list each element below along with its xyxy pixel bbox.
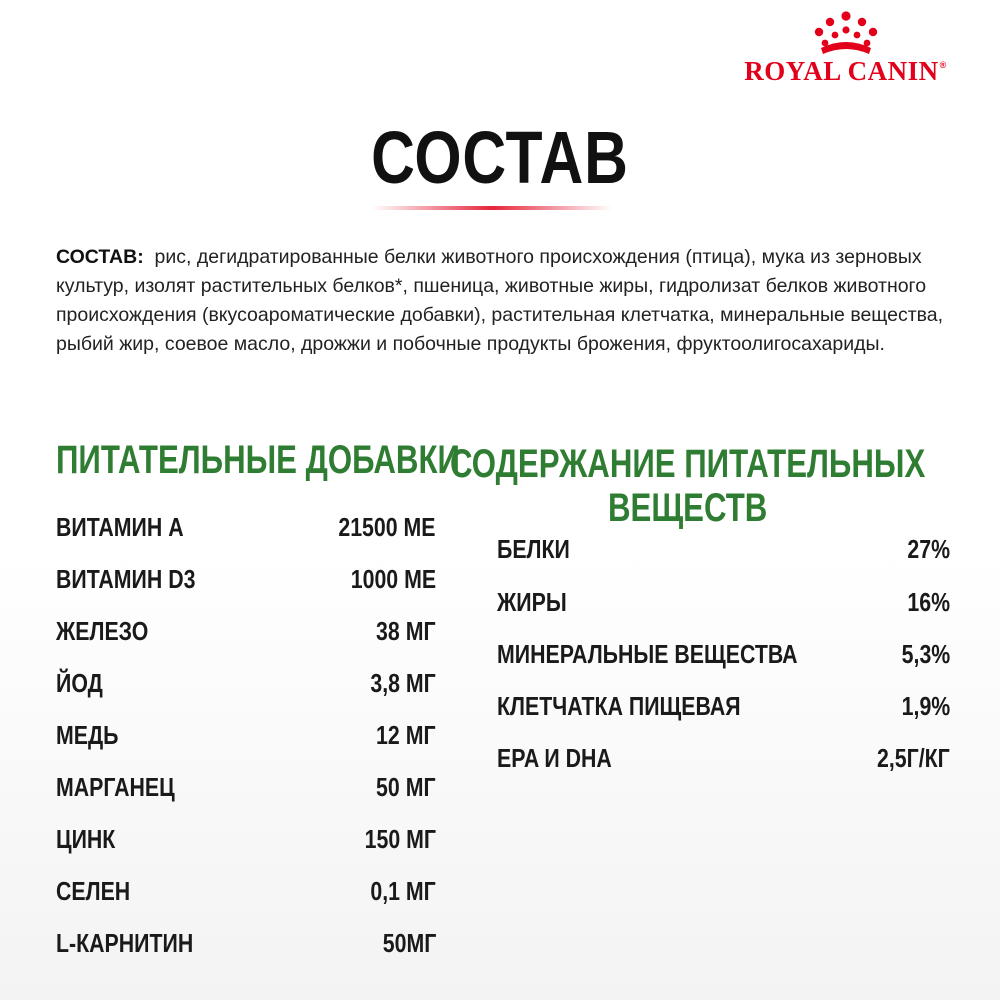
- nutrient-value: 5,3%: [901, 639, 950, 669]
- nutrient-row: [497, 741, 950, 775]
- nutrient-value: 16%: [907, 587, 950, 617]
- additive-row: [56, 718, 436, 752]
- nutrient-row: [497, 585, 950, 619]
- additive-row: [56, 822, 436, 856]
- additive-value: 21500 МЕ: [338, 512, 436, 542]
- logo-wordmark: ROYAL CANIN®: [744, 56, 947, 86]
- additive-value: 50 МГ: [376, 772, 436, 802]
- nutrients-heading: СОДЕРЖАНИЕ ПИТАТЕЛЬНЫХ ВЕЩЕСТВ: [450, 442, 926, 530]
- composition-label: СОСТАВ:: [56, 246, 144, 268]
- page-title: СОСТАВ: [371, 116, 629, 199]
- additive-row: [56, 666, 436, 700]
- nutrient-name: МИНЕРАЛЬНЫЕ ВЕЩЕСТВА: [497, 639, 798, 669]
- additive-value: 3,8 МГ: [370, 668, 436, 698]
- additive-value: 50МГ: [382, 928, 436, 958]
- nutrient-value: 27%: [907, 534, 950, 564]
- additive-value: 0,1 МГ: [370, 876, 436, 906]
- nutrient-row: [497, 532, 950, 566]
- nutrient-row: [497, 689, 950, 723]
- additive-name: МЕДЬ: [56, 720, 119, 750]
- additive-name: ВИТАМИН D3: [56, 564, 196, 594]
- nutrient-value: 2,5Г/КГ: [877, 743, 950, 773]
- additive-name: СЕЛЕН: [56, 876, 131, 906]
- nutrient-name: КЛЕТЧАТКА ПИЩЕВАЯ: [497, 691, 741, 721]
- royal-canin-logo: [743, 10, 948, 94]
- additive-name: ЦИНК: [56, 824, 116, 854]
- crown-icon: [809, 10, 883, 56]
- nutrient-name: ЖИРЫ: [497, 587, 567, 617]
- additive-row: [56, 510, 436, 544]
- additives-heading: ПИТАТЕЛЬНЫЕ ДОБАВКИ: [56, 438, 460, 482]
- additive-name: МАРГАНЕЦ: [56, 772, 175, 802]
- nutrient-name: БЕЛКИ: [497, 534, 570, 564]
- composition-paragraph: [56, 243, 956, 359]
- additive-name: ЙОД: [56, 668, 103, 698]
- additive-row: [56, 562, 436, 596]
- additive-value: 150 МГ: [364, 824, 436, 854]
- additive-value: 1000 МЕ: [350, 564, 436, 594]
- additive-row: [56, 770, 436, 804]
- additive-name: ЖЕЛЕЗО: [56, 616, 149, 646]
- additive-name: L-КАРНИТИН: [56, 928, 194, 958]
- additive-row: [56, 614, 436, 648]
- title-underline: [372, 206, 612, 210]
- nutrient-name: EPA И DHA: [497, 743, 612, 773]
- additive-value: 38 МГ: [376, 616, 436, 646]
- composition-text: рис, дегидратированные белки животного происхождения (птица), мука из зерновых культур, изолят растительных белков*, пшеница, животные жиры, гидролизат белков животного происхождения (вкусоароматические добавки), растительная клетчатка, минеральные вещества, рыбий жир, соевое масло, дрожжи и побочные продукты брожения, фруктоолигосахариды.: [56, 246, 944, 355]
- additive-row: [56, 926, 436, 960]
- nutrient-value: 1,9%: [901, 691, 950, 721]
- additive-row: [56, 874, 436, 908]
- nutrient-row: [497, 637, 950, 671]
- additive-value: 12 МГ: [376, 720, 436, 750]
- additive-name: ВИТАМИН А: [56, 512, 184, 542]
